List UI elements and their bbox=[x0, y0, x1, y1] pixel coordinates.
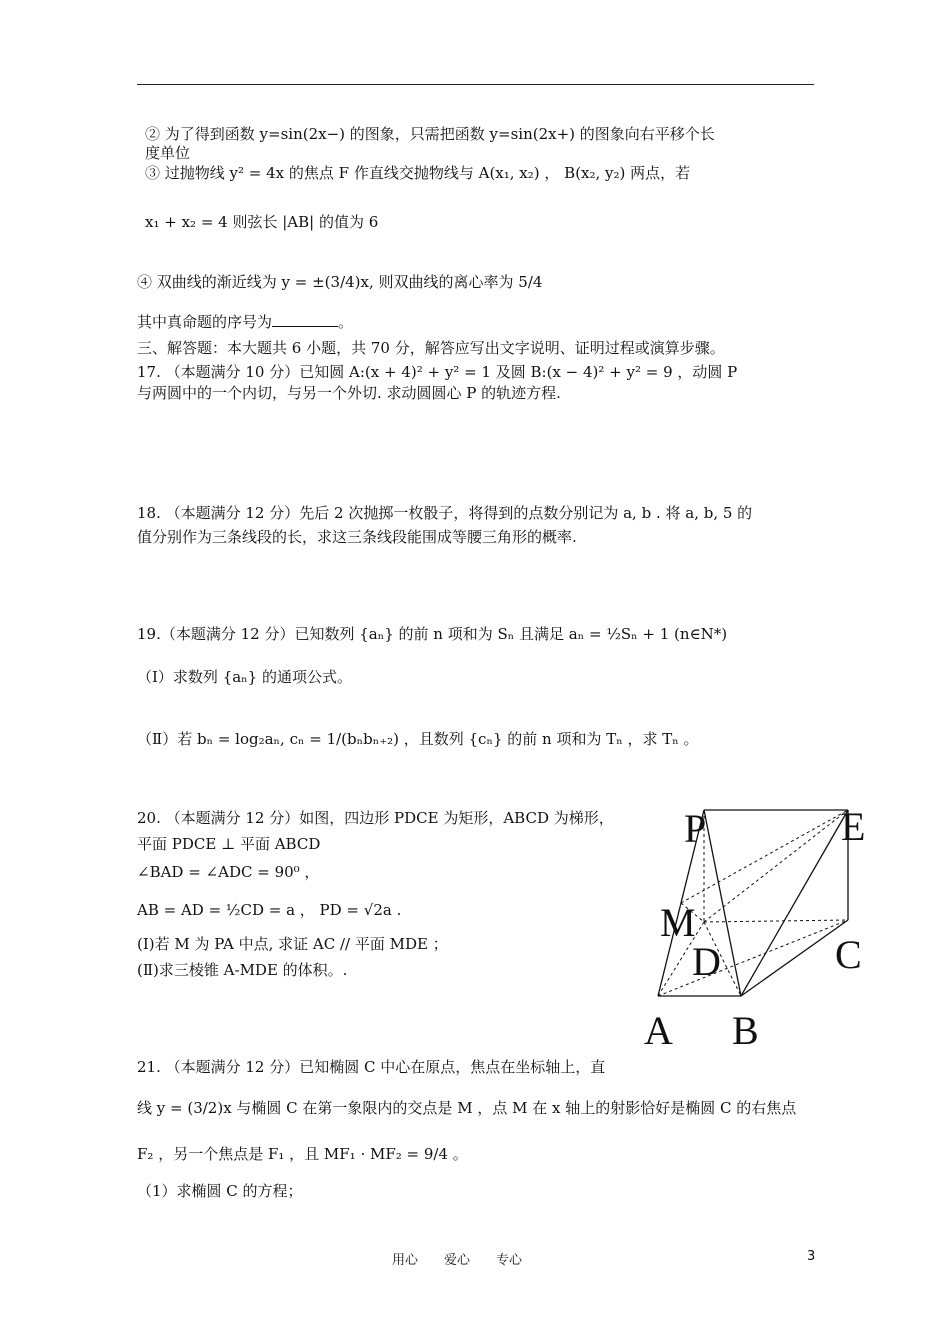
question-21-part-1: （1）求椭圆 C 的方程； bbox=[137, 1182, 303, 1200]
item-3-line-2: x₁ + x₂ = 4 则弦长 |AB| 的值为 6 bbox=[145, 213, 379, 231]
prompt-suffix: 。 bbox=[338, 313, 354, 331]
label-d: D bbox=[692, 939, 721, 984]
item-2-line-2: 度单位 bbox=[145, 144, 191, 162]
question-17-line-1: 17. （本题满分 10 分）已知圆 A:(x + 4)² + y² = 1 及圆 B:(x − 4)² + y² = 9 ，动圆 P bbox=[137, 363, 738, 381]
label-a: A bbox=[644, 1008, 673, 1053]
question-19-part-1: （Ⅰ）求数列 {aₙ} 的通项公式。 bbox=[137, 668, 352, 686]
section-3-heading: 三、解答题：本大题共 6 小题，共 70 分，解答应写出文字说明、证明过程或演算步骤。 bbox=[137, 339, 725, 357]
item-2-line-1: ② 为了得到函数 y=sin(2x−) 的图象，只需把函数 y=sin(2x+) 的图象向右平移个长 bbox=[145, 125, 715, 143]
question-19-part-2: （Ⅱ）若 bₙ = log₂aₙ, cₙ = 1/(bₙbₙ₊₂) ，且数列 {cₙ} 的前 n 项和为 Tₙ ，求 Tₙ 。 bbox=[137, 730, 699, 748]
geometry-figure bbox=[638, 790, 868, 1060]
question-20-line-4: AB = AD = ½CD = a ， PD = √2a . bbox=[137, 901, 402, 919]
item-3-line-1: ③ 过抛物线 y² = 4x 的焦点 F 作直线交抛物线与 A(x₁, x₂) ， B(x₂, y₂) 两点，若 bbox=[145, 164, 691, 182]
footer-center-text: 用心 爱心 专心 bbox=[392, 1253, 523, 1268]
label-c: C bbox=[835, 932, 862, 977]
item-4: ④ 双曲线的渐近线为 y = ±(3/4)x, 则双曲线的离心率为 5/4 bbox=[137, 273, 543, 291]
question-21-line-3: F₂ ，另一个焦点是 F₁ ，且 MF₁ · MF₂ = 9/4 。 bbox=[137, 1145, 468, 1163]
question-20-line-3: ∠BAD = ∠ADC = 90⁰ ， bbox=[137, 863, 320, 881]
question-21-line-1: 21. （本题满分 12 分）已知椭圆 C 中心在原点，焦点在坐标轴上，直 bbox=[137, 1058, 606, 1076]
true-propositions-prompt bbox=[137, 312, 353, 332]
label-p: P bbox=[684, 806, 707, 851]
label-b: B bbox=[732, 1008, 759, 1053]
question-18-line-2: 值分别作为三条线段的长，求这三条线段能围成等腰三角形的概率. bbox=[137, 528, 577, 546]
question-17-line-2: 与两圆中的一个内切，与另一个外切. 求动圆圆心 P 的轨迹方程. bbox=[137, 384, 561, 402]
label-m: M bbox=[660, 900, 696, 945]
edge-eb bbox=[741, 810, 848, 996]
question-21-line-2: 线 y = (3/2)x 与椭圆 C 在第一象限内的交点是 M ，点 M 在 x 轴上的射影恰好是椭圆 C 的右焦点 bbox=[137, 1099, 797, 1117]
question-19-line-1: 19.（本题满分 12 分）已知数列 {aₙ} 的前 n 项和为 Sₙ 且满足 aₙ = ½Sₙ + 1 (n∈N*) bbox=[137, 625, 728, 643]
question-20-part-2: (Ⅱ)求三棱锥 A-MDE 的体积。. bbox=[137, 961, 348, 979]
answer-blank bbox=[272, 312, 338, 327]
edge-de bbox=[704, 810, 848, 922]
question-18-line-1: 18. （本题满分 12 分）先后 2 次抛掷一枚骰子，将得到的点数分别记为 a, b . 将 a, b, 5 的 bbox=[137, 504, 753, 522]
prompt-text: 其中真命题的序号为 bbox=[137, 313, 273, 331]
question-20-line-1: 20. （本题满分 12 分）如图，四边形 PDCE 为矩形，ABCD 为梯形， bbox=[137, 809, 614, 827]
label-e: E bbox=[841, 804, 866, 849]
page-number: 3 bbox=[807, 1249, 816, 1264]
edge-bc bbox=[741, 920, 848, 996]
header-rule bbox=[137, 84, 814, 85]
question-20-line-2: 平面 PDCE ⊥ 平面 ABCD bbox=[137, 835, 321, 853]
question-20-part-1: (Ⅰ)若 M 为 PA 中点, 求证 AC // 平面 MDE ； bbox=[137, 935, 448, 953]
